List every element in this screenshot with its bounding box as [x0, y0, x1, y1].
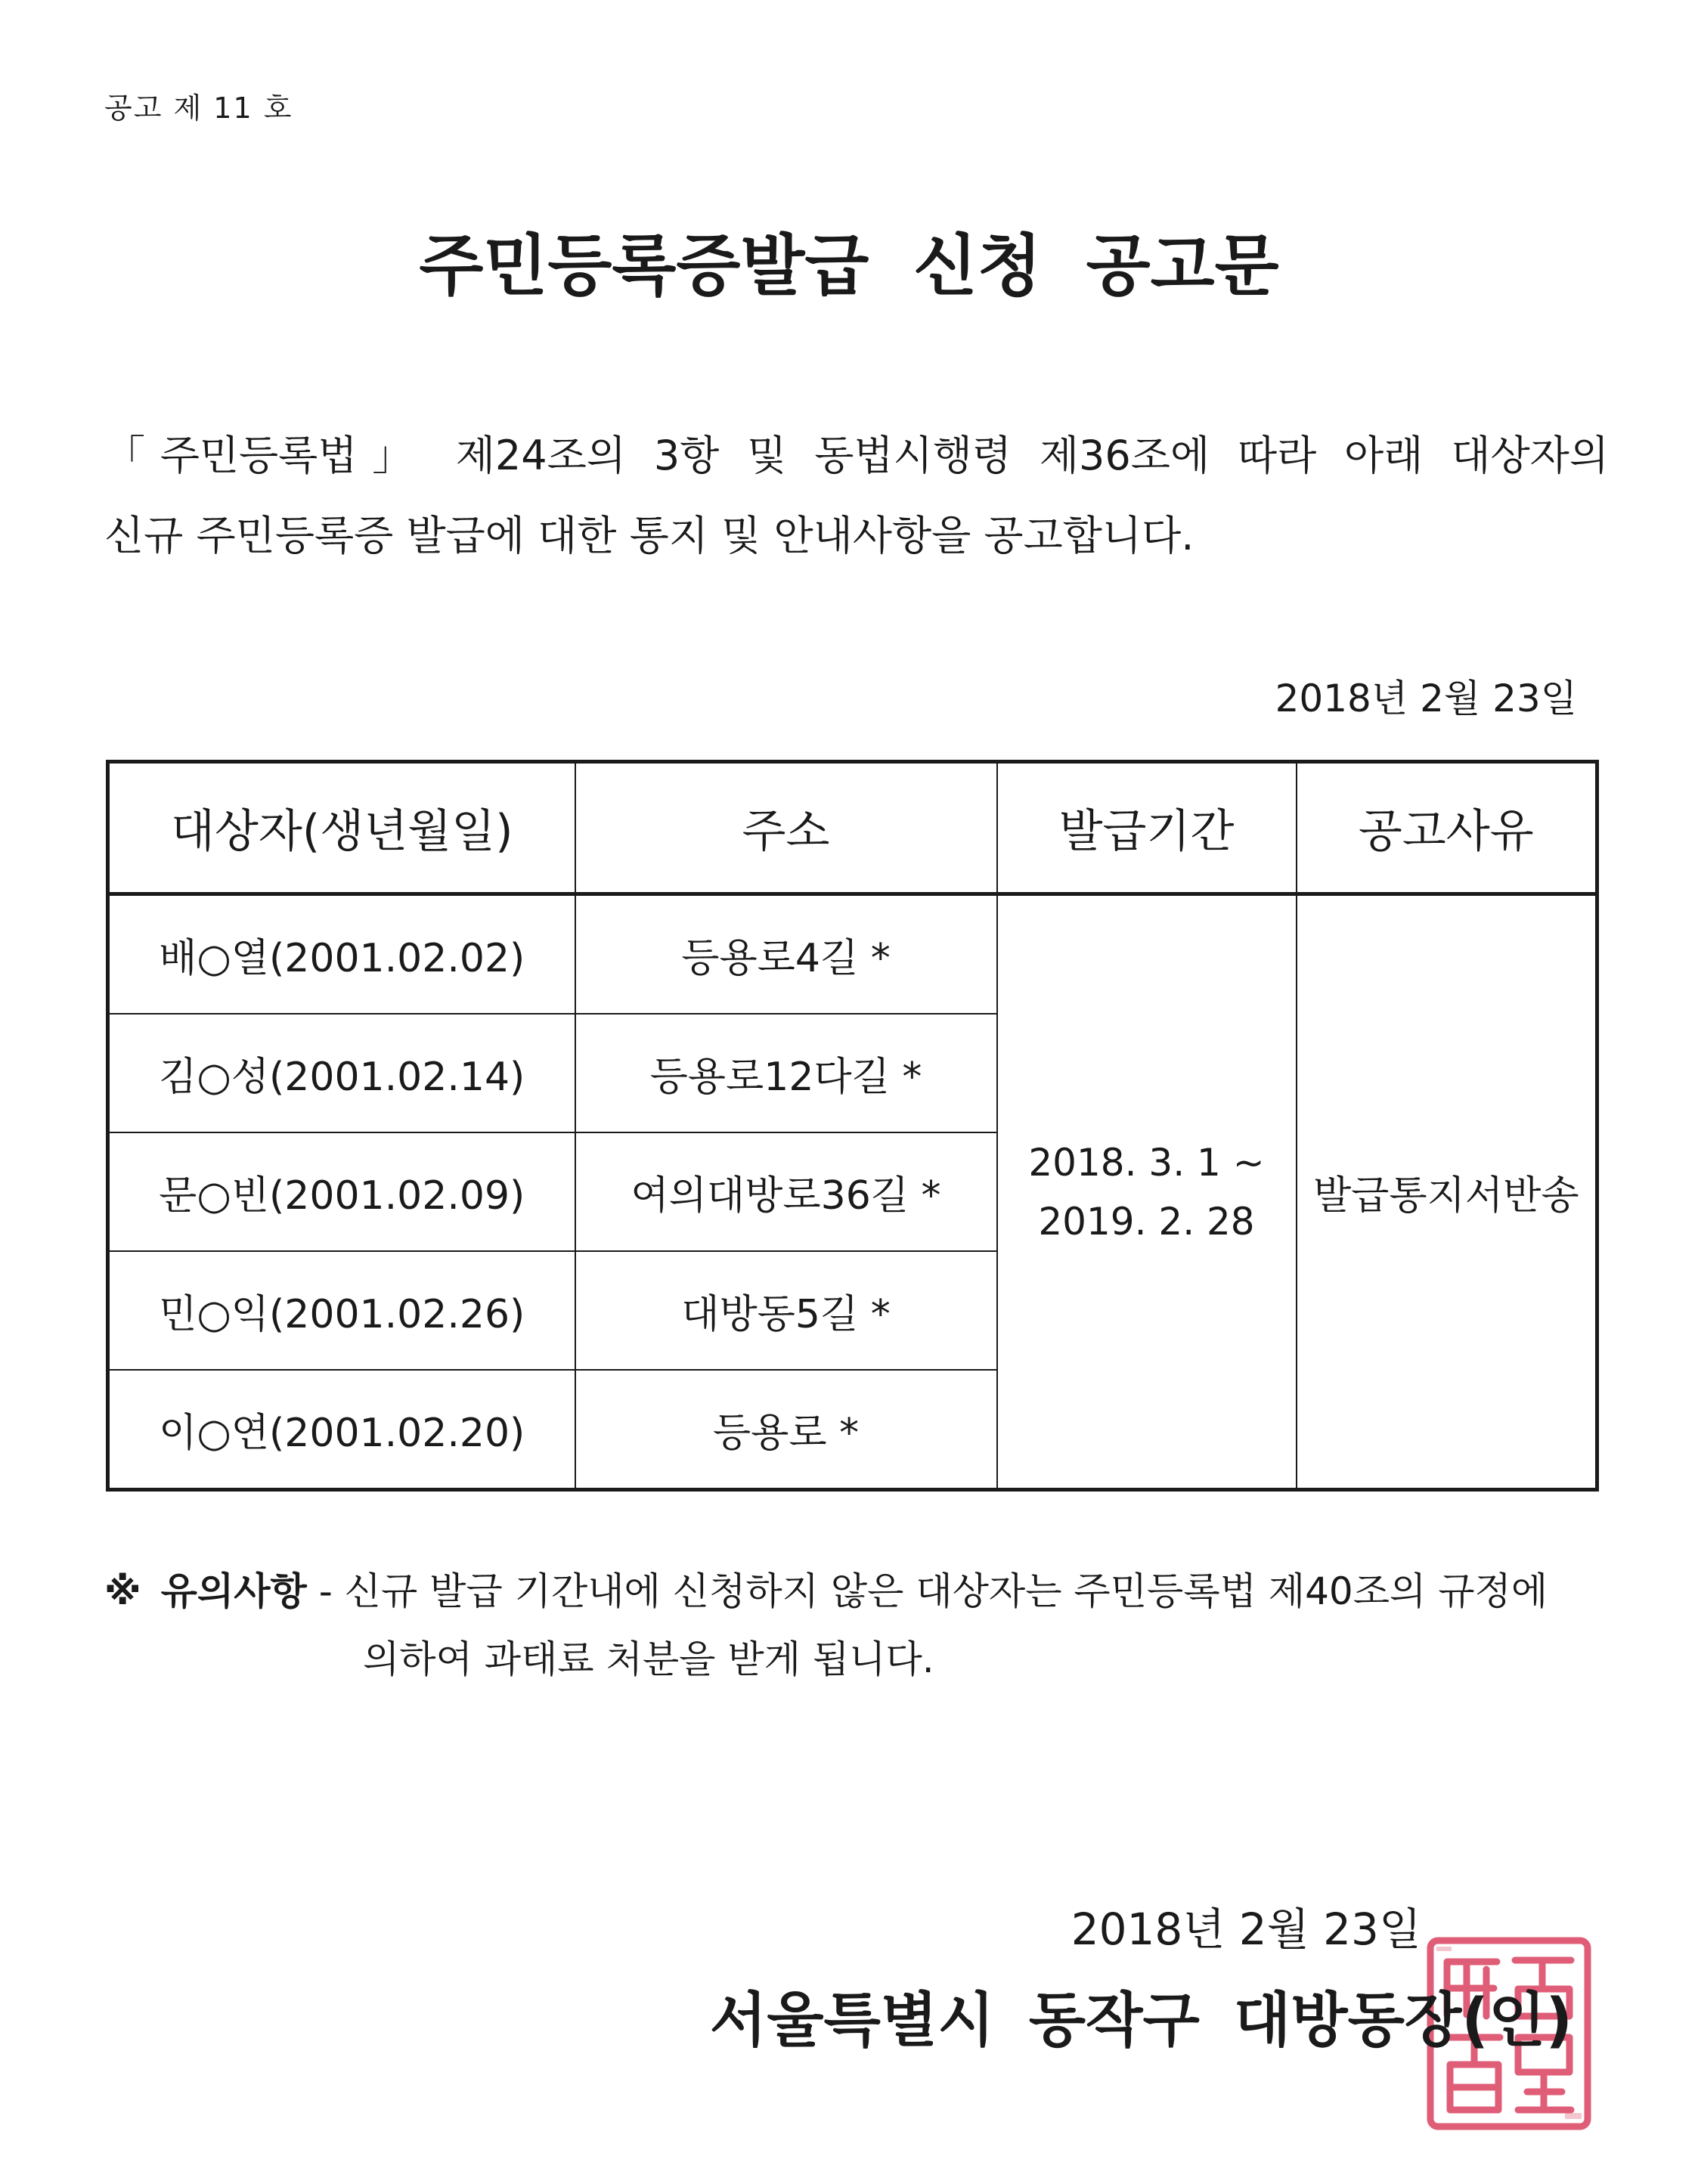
header-reason: 공고사유	[1297, 762, 1597, 894]
cell-address: 등용로4길 *	[575, 894, 997, 1015]
reference-mark-icon: ※	[104, 1569, 141, 1613]
caution-line-1: - 신규 발급 기간내에 신청하지 않은 대상자는 주민등록법 제40조의 규정에	[318, 1569, 1548, 1613]
cell-person: 이○연(2001.02.20)	[108, 1370, 575, 1490]
cell-period	[997, 894, 1297, 1490]
table-header-row	[108, 762, 1597, 894]
issue-date-bottom: 2018년 2월 23일	[1071, 1904, 1421, 1955]
target-table-wrapper	[106, 760, 1595, 1492]
cell-address: 여의대방로36길 *	[575, 1132, 997, 1251]
intro-line-2: 신규 주민등록증 발급에 대한 통지 및 안내사항을 공고합니다.	[104, 512, 1194, 559]
cell-address: 등용로12다길 *	[575, 1014, 997, 1132]
table-row	[108, 894, 1597, 1015]
caution-label: 유의사항	[160, 1569, 307, 1613]
header-person: 대상자(생년월일)	[108, 762, 575, 894]
cell-person: 김○성(2001.02.14)	[108, 1014, 575, 1132]
header-address: 주소	[575, 762, 997, 894]
caution-note	[104, 1557, 1601, 1693]
intro-paragraph	[104, 416, 1609, 576]
issue-date-top: 2018년 2월 23일	[1275, 677, 1577, 720]
notice-number: 공고 제 11 호	[104, 91, 293, 125]
cell-reason: 발급통지서반송	[1297, 894, 1597, 1490]
cell-address: 등용로 *	[575, 1370, 997, 1490]
header-period: 발급기간	[997, 762, 1297, 894]
signer-name: 서울특별시 동작구 대방동장(인)	[709, 1987, 1573, 2055]
target-table	[106, 760, 1599, 1492]
cell-person: 배○열(2001.02.02)	[108, 894, 575, 1015]
period-start: 2018. 3. 1 ~	[1028, 1140, 1265, 1185]
document-title: 주민등록증발급 신청 공고문	[419, 227, 1279, 305]
cell-address: 대방동5길 *	[575, 1251, 997, 1370]
cell-person: 민○익(2001.02.26)	[108, 1251, 575, 1370]
period-end: 2019. 2. 28	[1038, 1199, 1255, 1244]
caution-line-2: 의하여 과태료 처분을 받게 됩니다.	[363, 1637, 934, 1681]
cell-person: 문○빈(2001.02.09)	[108, 1132, 575, 1251]
intro-line-1: 「주민등록법」 제24조의 3항 및 동법시행령 제36조에 따라 아래 대상자의	[104, 432, 1609, 479]
